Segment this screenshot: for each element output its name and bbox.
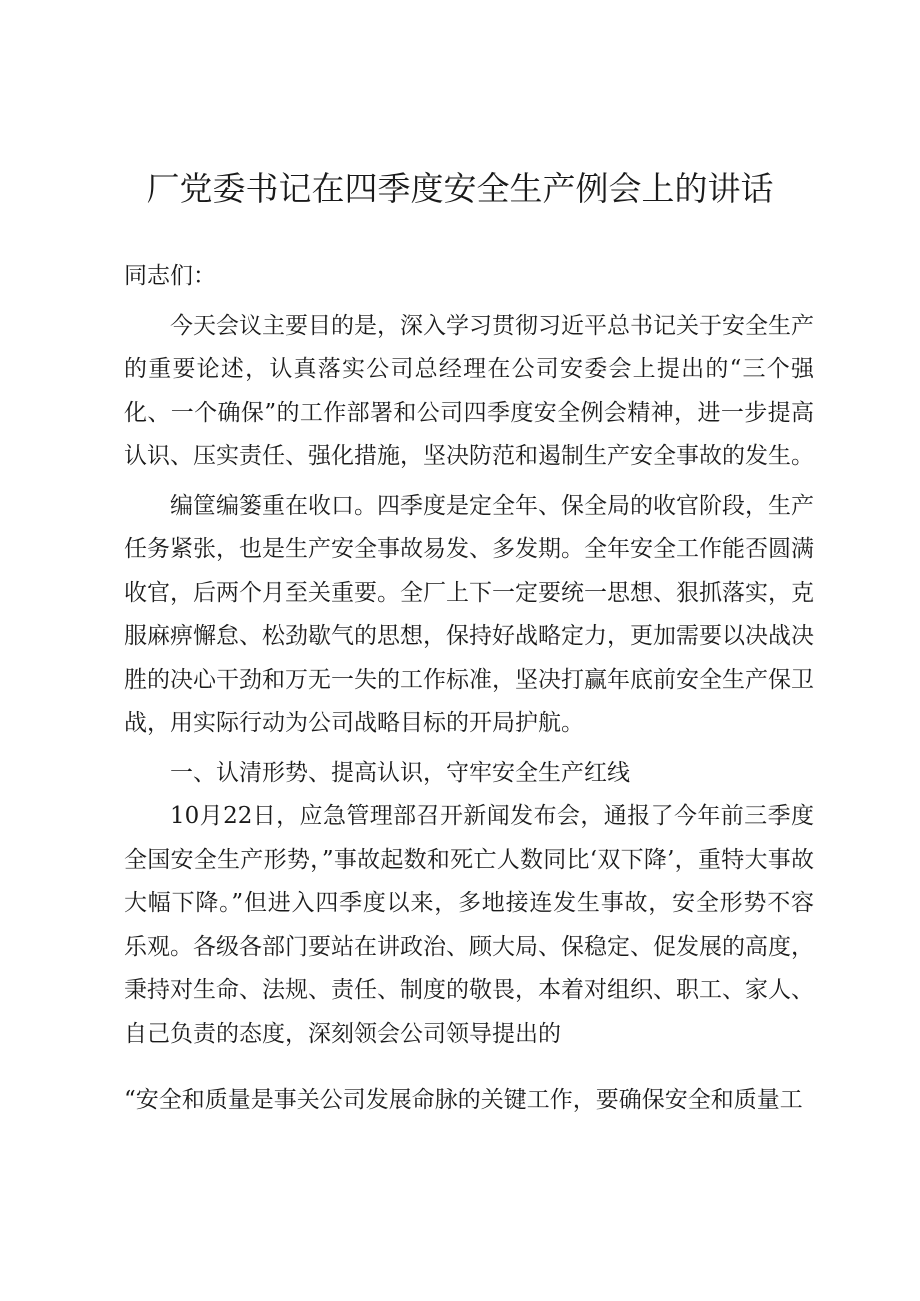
section-heading: 一、认清形势、提高认识，守牢安全生产红线 [170, 759, 630, 786]
document-body [124, 255, 814, 1056]
paragraph-quote-line: “安全和质量是事关公司发展命脉的关键工作，要确保安全和质量工 [124, 1087, 803, 1113]
paragraph-situation: 10月22日，应急管理部召开新闻发布会，通报了今年前三季度全国安全生产形势，”事故起数和死亡人数同比‘双下降’，重特大事故大幅下降。”但进入四季度以来，多地接连发生事故，安全形势不容乐观。各级各部门要站在讲政治、顾大局、保稳定、促发展的高度，秉持对生命、法规、责任、制度的敬畏，本着对组织、职工、家人、自己负责的态度，深刻领会公司领导提出的 [124, 803, 814, 1047]
salutation: 同志们： [124, 263, 216, 289]
paragraph-year-end: 编筐编篓重在收口。四季度是定全年、保全局的收官阶段，生产任务紧张，也是生产安全事故易发、多发期。全年安全工作能否圆满收官，后两个月至关重要。全厂上下一定要统一思想、狠抓落实，克服麻痹懈怠、松劲歇气的思想，保持好战略定力，更加需要以决战决胜的决心干劲和万无一失的工作标准，坚决打赢年底前安全生产保卫战，用实际行动为公司战略目标的开局护航。 [124, 492, 814, 736]
paragraph-intro: 今天会议主要目的是，深入学习贯彻习近平总书记关于安全生产的重要论述，认真落实公司总经理在公司安委会上提出的“三个强化、一个确保”的工作部署和公司四季度安全例会精神，进一步提高认识、压实责任、强化措施，坚决防范和遏制生产安全事故的发生。 [124, 312, 814, 469]
document-title: 厂党委书记在四季度安全生产例会上的讲话 [146, 169, 774, 208]
